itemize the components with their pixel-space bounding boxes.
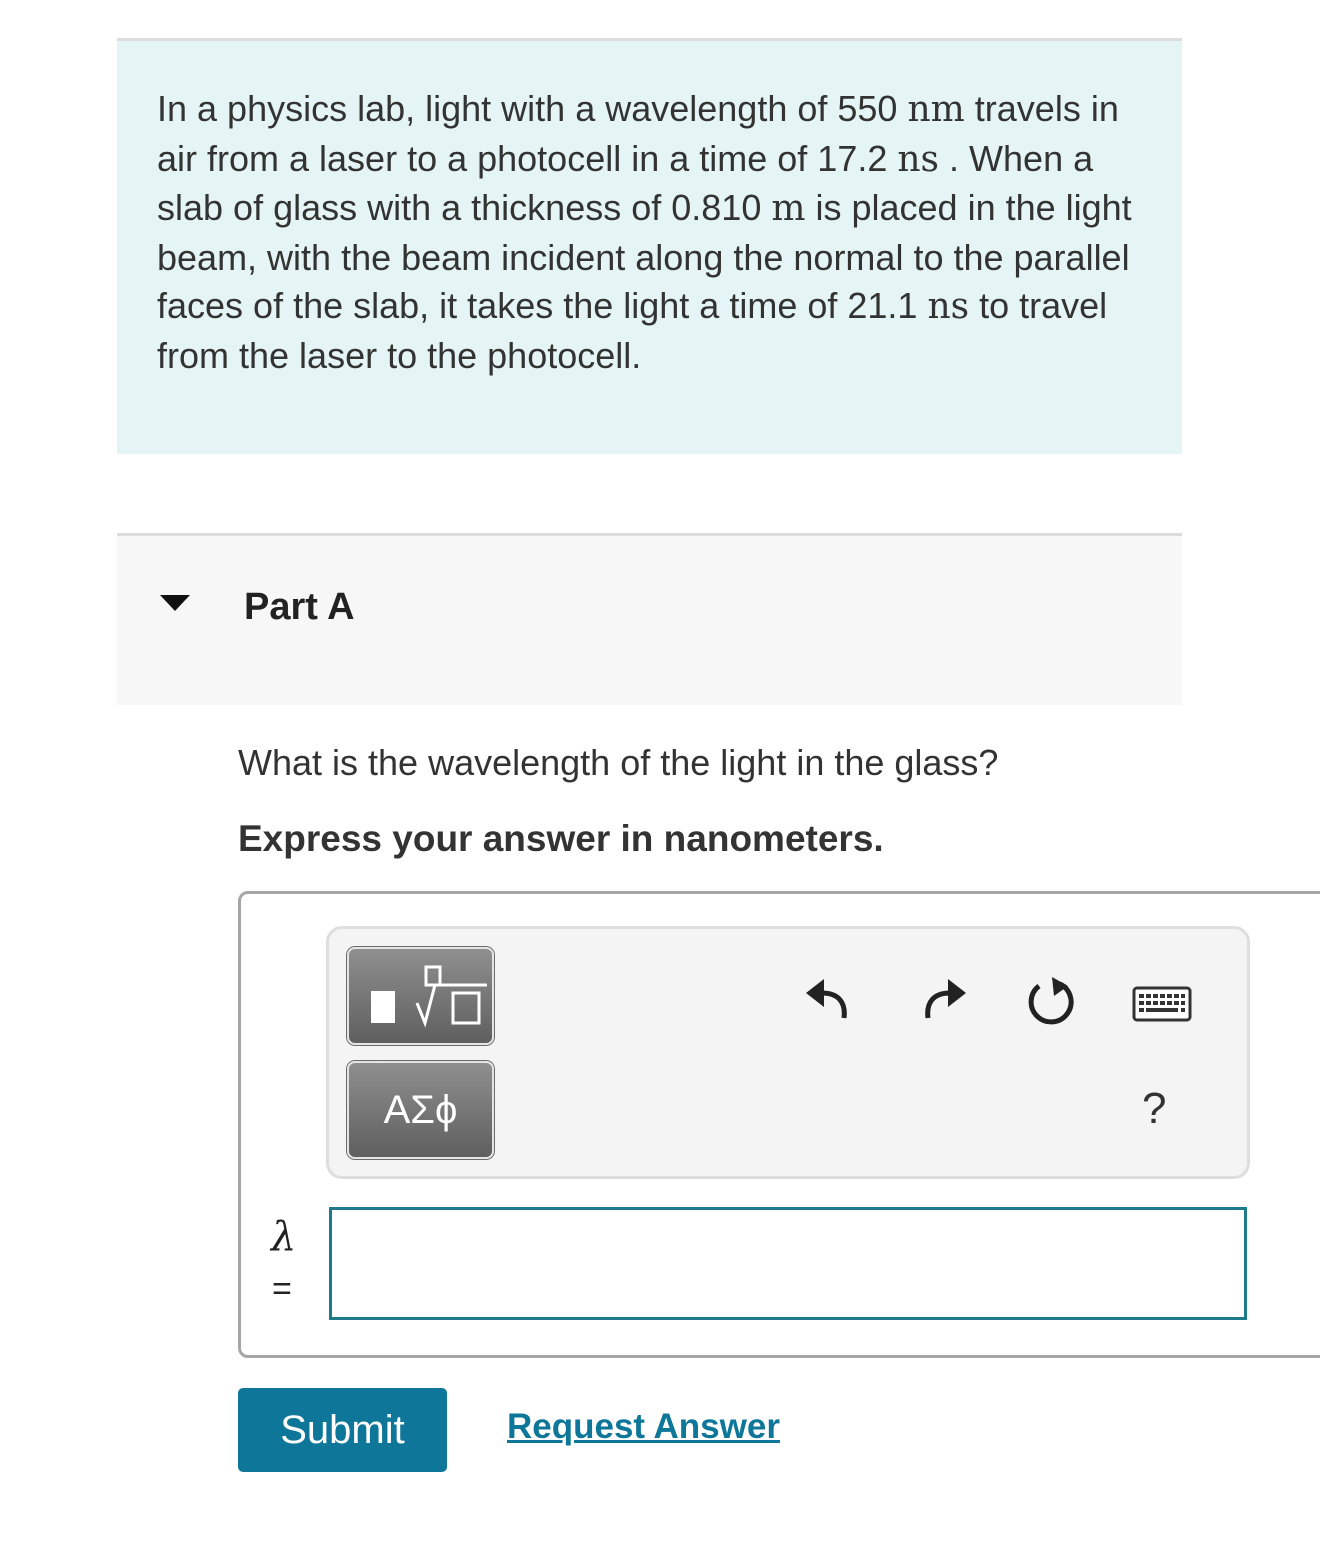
undo-icon[interactable] <box>804 976 852 1022</box>
redo-icon[interactable] <box>920 976 968 1022</box>
answer-variable-label: λ <box>271 1214 297 1260</box>
part-a-header[interactable] <box>117 533 1182 705</box>
problem-text <box>157 85 1147 380</box>
templates-icon <box>349 949 492 1043</box>
problem-text-4: is placed in the light beam, with the beam incident along the normal to the parallel faces of the slab, it takes the light a time of 21.1 <box>157 187 1132 326</box>
problem-text-5: to travel from the laser to the photocell. <box>157 285 1108 376</box>
unit-ns: ns <box>897 138 940 180</box>
problem-text-2: travels in air from a laser to a photocell in a time of 17.2 <box>157 88 1119 179</box>
question-text: What is the wavelength of the light in the glass? <box>238 742 999 783</box>
request-answer-link[interactable]: Request Answer <box>507 1407 780 1446</box>
unit-nm: nm <box>907 89 965 130</box>
collapse-caret-icon[interactable] <box>160 595 190 611</box>
problem-text-3: . When a slab of glass with a thickness of 0.810 <box>157 137 1094 228</box>
answer-instruction: Express your answer in nanometers. <box>238 818 884 859</box>
equals-sign: = <box>272 1270 292 1308</box>
problem-text-1: In a physics lab, light with a wavelength of 550 <box>157 88 908 129</box>
templates-button[interactable] <box>347 947 494 1045</box>
submit-button[interactable]: Submit <box>238 1388 447 1472</box>
problem-statement <box>117 38 1182 454</box>
answer-input[interactable] <box>329 1207 1247 1320</box>
greek-symbols-button[interactable]: ΑΣϕ <box>347 1061 494 1159</box>
reset-icon[interactable] <box>1024 974 1078 1028</box>
unit-m: m <box>771 188 806 229</box>
unit-ns-2: ns <box>927 286 970 327</box>
part-title: Part A <box>244 586 355 628</box>
keyboard-icon[interactable] <box>1132 986 1192 1022</box>
help-button[interactable]: ? <box>1142 1084 1167 1133</box>
